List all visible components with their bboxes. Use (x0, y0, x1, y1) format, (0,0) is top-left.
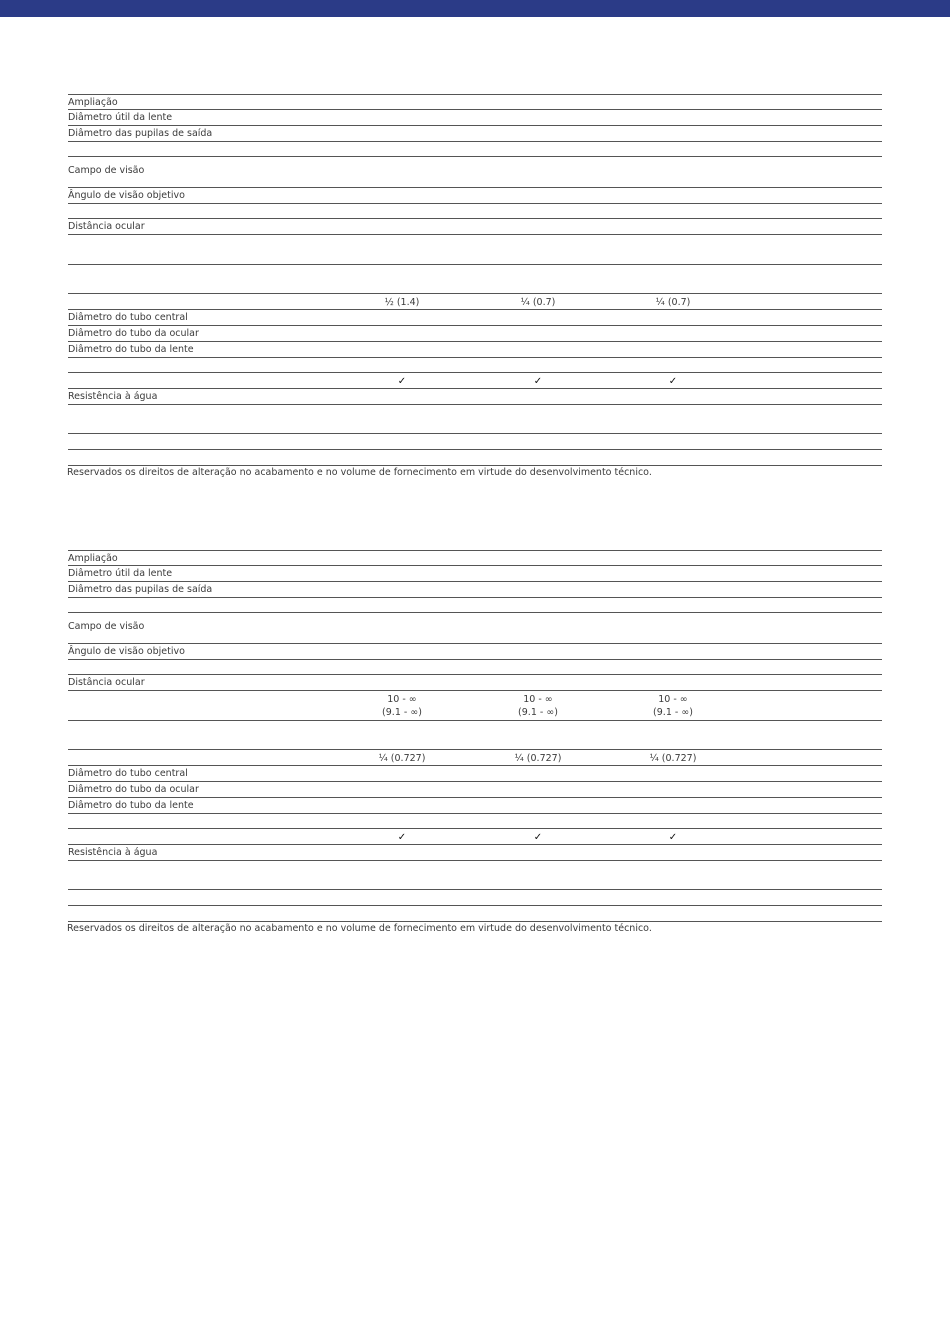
cell-text: ¼ (0.727) (514, 753, 562, 764)
cell-text: ✓ (397, 832, 407, 843)
row-label: Ampliação (68, 97, 118, 108)
table-row (68, 798, 882, 814)
row-label: Ampliação (68, 553, 118, 564)
cell-text: ✓ (397, 376, 407, 387)
check-icon (483, 375, 593, 388)
cell-text: ✓ (668, 376, 678, 387)
cell-text: 10 - ∞ (387, 694, 417, 705)
table-row (68, 582, 882, 598)
table-row (68, 373, 882, 389)
cell-text: ¼ (0.727) (649, 753, 697, 764)
row-label: Resistência à água (68, 391, 158, 402)
table-cell (618, 296, 728, 309)
field-of-view-label: Campo de visão (68, 165, 145, 176)
table-row (68, 450, 882, 466)
table-row (68, 906, 882, 922)
table-row (68, 845, 882, 861)
cell-text: ✓ (668, 832, 678, 843)
table-row (68, 829, 882, 845)
table-cell (618, 693, 728, 719)
table-row (68, 691, 882, 721)
row-label: Ângulo de visão objetivo (68, 646, 185, 657)
row-label: Diâmetro do tubo central (68, 768, 188, 779)
row-label: Diâmetro do tubo da ocular (68, 784, 199, 795)
table-row (68, 861, 882, 890)
table-row (68, 294, 882, 310)
disclaimer-note: Reservados os direitos de alteração no acabamento e no volume de fornecimento em virtude do desenvolvimento técnico. (67, 923, 652, 934)
table-row (68, 94, 882, 110)
table-row (68, 550, 882, 566)
table-row (68, 358, 882, 373)
table-row (68, 675, 882, 691)
table-row (68, 405, 882, 434)
table-row (68, 326, 882, 342)
check-icon (618, 831, 728, 844)
cell-text: (9.1 - ∞) (653, 707, 693, 718)
row-label: Diâmetro útil da lente (68, 568, 173, 579)
table-cell (618, 752, 728, 765)
row-label: Resistência à água (68, 847, 158, 858)
cell-text: ½ (1.4) (384, 297, 420, 308)
table-row (68, 782, 882, 798)
spec-table-1 (68, 94, 882, 466)
table-cell (347, 752, 457, 765)
table-row (68, 265, 882, 294)
row-label: Diâmetro do tubo central (68, 312, 188, 323)
disclaimer-note: Reservados os direitos de alteração no acabamento e no volume de fornecimento em virtude do desenvolvimento técnico. (67, 467, 652, 478)
table-row (68, 389, 882, 405)
table-row (68, 660, 882, 675)
table-row (68, 204, 882, 219)
table-cell (347, 296, 457, 309)
table-cell (483, 296, 593, 309)
row-label: Distância ocular (68, 677, 145, 688)
row-label: Diâmetro útil da lente (68, 112, 173, 123)
row-label: Diâmetro do tubo da lente (68, 344, 194, 355)
spec-table-2 (68, 550, 882, 922)
row-label: Diâmetro do tubo da lente (68, 800, 194, 811)
cell-text: ¼ (0.7) (655, 297, 691, 308)
cell-text: ¼ (0.727) (378, 753, 426, 764)
table-row (68, 188, 882, 204)
row-label: Ângulo de visão objetivo (68, 190, 185, 201)
cell-text: ✓ (533, 376, 543, 387)
top-brand-bar (0, 0, 950, 17)
check-icon (347, 831, 457, 844)
cell-text: (9.1 - ∞) (382, 707, 422, 718)
table-cell (483, 752, 593, 765)
row-label: Diâmetro do tubo da ocular (68, 328, 199, 339)
cell-text: 10 - ∞ (523, 694, 553, 705)
table-cell (483, 693, 593, 719)
table-cell (347, 693, 457, 719)
table-row (68, 814, 882, 829)
row-label: Distância ocular (68, 221, 145, 232)
table-row (68, 434, 882, 450)
check-icon (347, 375, 457, 388)
table-row (68, 890, 882, 906)
check-icon (483, 831, 593, 844)
table-row (68, 721, 882, 750)
table-row (68, 157, 882, 188)
table-row (68, 142, 882, 157)
table-row (68, 235, 882, 265)
row-label: Diâmetro das pupilas de saída (68, 584, 213, 595)
row-label: Diâmetro das pupilas de saída (68, 128, 213, 139)
table-row (68, 644, 882, 660)
table-row (68, 219, 882, 235)
field-of-view-label: Campo de visão (68, 621, 145, 632)
cell-text: ¼ (0.7) (520, 297, 556, 308)
cell-text: (9.1 - ∞) (518, 707, 558, 718)
table-row (68, 126, 882, 142)
cell-text: 10 - ∞ (658, 694, 688, 705)
table-row (68, 750, 882, 766)
cell-text: ✓ (533, 832, 543, 843)
table-row (68, 342, 882, 358)
table-row (68, 310, 882, 326)
table-row (68, 598, 882, 613)
table-row (68, 613, 882, 644)
check-icon (618, 375, 728, 388)
table-row (68, 766, 882, 782)
table-row (68, 110, 882, 126)
table-row (68, 566, 882, 582)
